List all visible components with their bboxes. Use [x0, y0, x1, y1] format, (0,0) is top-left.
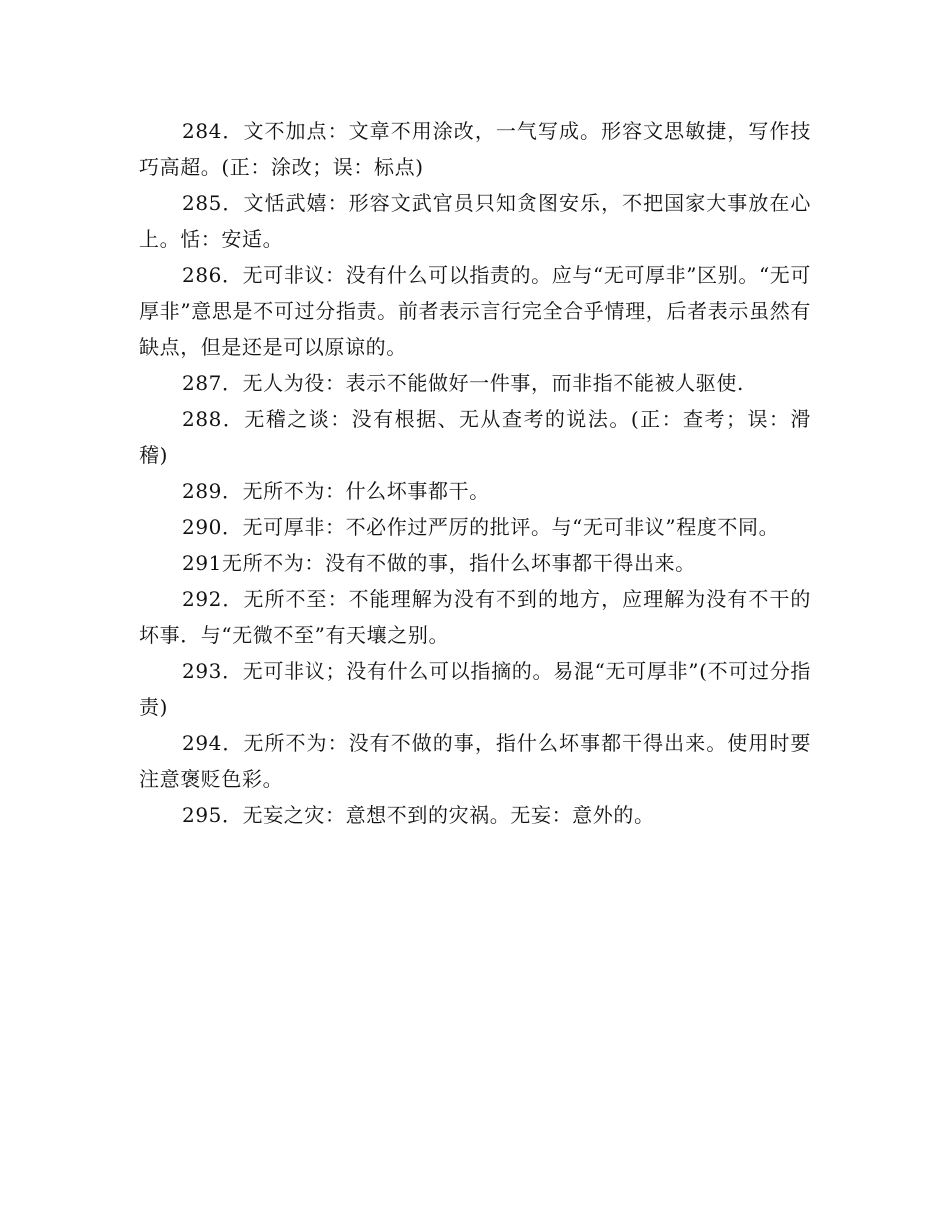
entry-288: 288．无稽之谈：没有根据、无从查考的说法。(正：查考；误：滑稽): [139, 407, 811, 467]
entry-292: 292．无所不至：不能理解为没有不到的地方，应理解为没有不干的坏事．与“无微不至”有天壤之别。: [139, 587, 811, 647]
entry-295: 295．无妄之灾：意想不到的灾祸。无妄：意外的。: [182, 803, 655, 827]
entry-284: 284．文不加点：文章不用涂改，一气写成。形容文思敏捷，写作技巧高超。(正：涂改；误：标点): [139, 119, 811, 179]
entry-291: 291无所不为：没有不做的事，指什么坏事都干得出来。: [182, 551, 696, 575]
entry-287: 287．无人为役：表示不能做好一件事，而非指不能被人驱使.: [182, 371, 744, 395]
document-body: [139, 113, 811, 833]
entry-289: 289．无所不为：什么坏事都干。: [182, 479, 490, 503]
entry-285: 285．文恬武嬉：形容文武官员只知贪图安乐，不把国家大事放在心上。恬：安适。: [139, 191, 811, 251]
entry-290: 290．无可厚非：不必作过严厉的批评。与“无可非议”程度不同。: [182, 515, 780, 539]
entry-293: 293．无可非议；没有什么可以指摘的。易混“无可厚非”(不可过分指责): [139, 659, 811, 719]
entry-286: 286．无可非议：没有什么可以指责的。应与“无可厚非”区别。“无可厚非”意思是不可过分指责。前者表示言行完全合乎情理，后者表示虽然有缺点，但是还是可以原谅的。: [139, 263, 811, 359]
entry-294: 294．无所不为：没有不做的事，指什么坏事都干得出来。使用时要注意褒贬色彩。: [139, 731, 811, 791]
